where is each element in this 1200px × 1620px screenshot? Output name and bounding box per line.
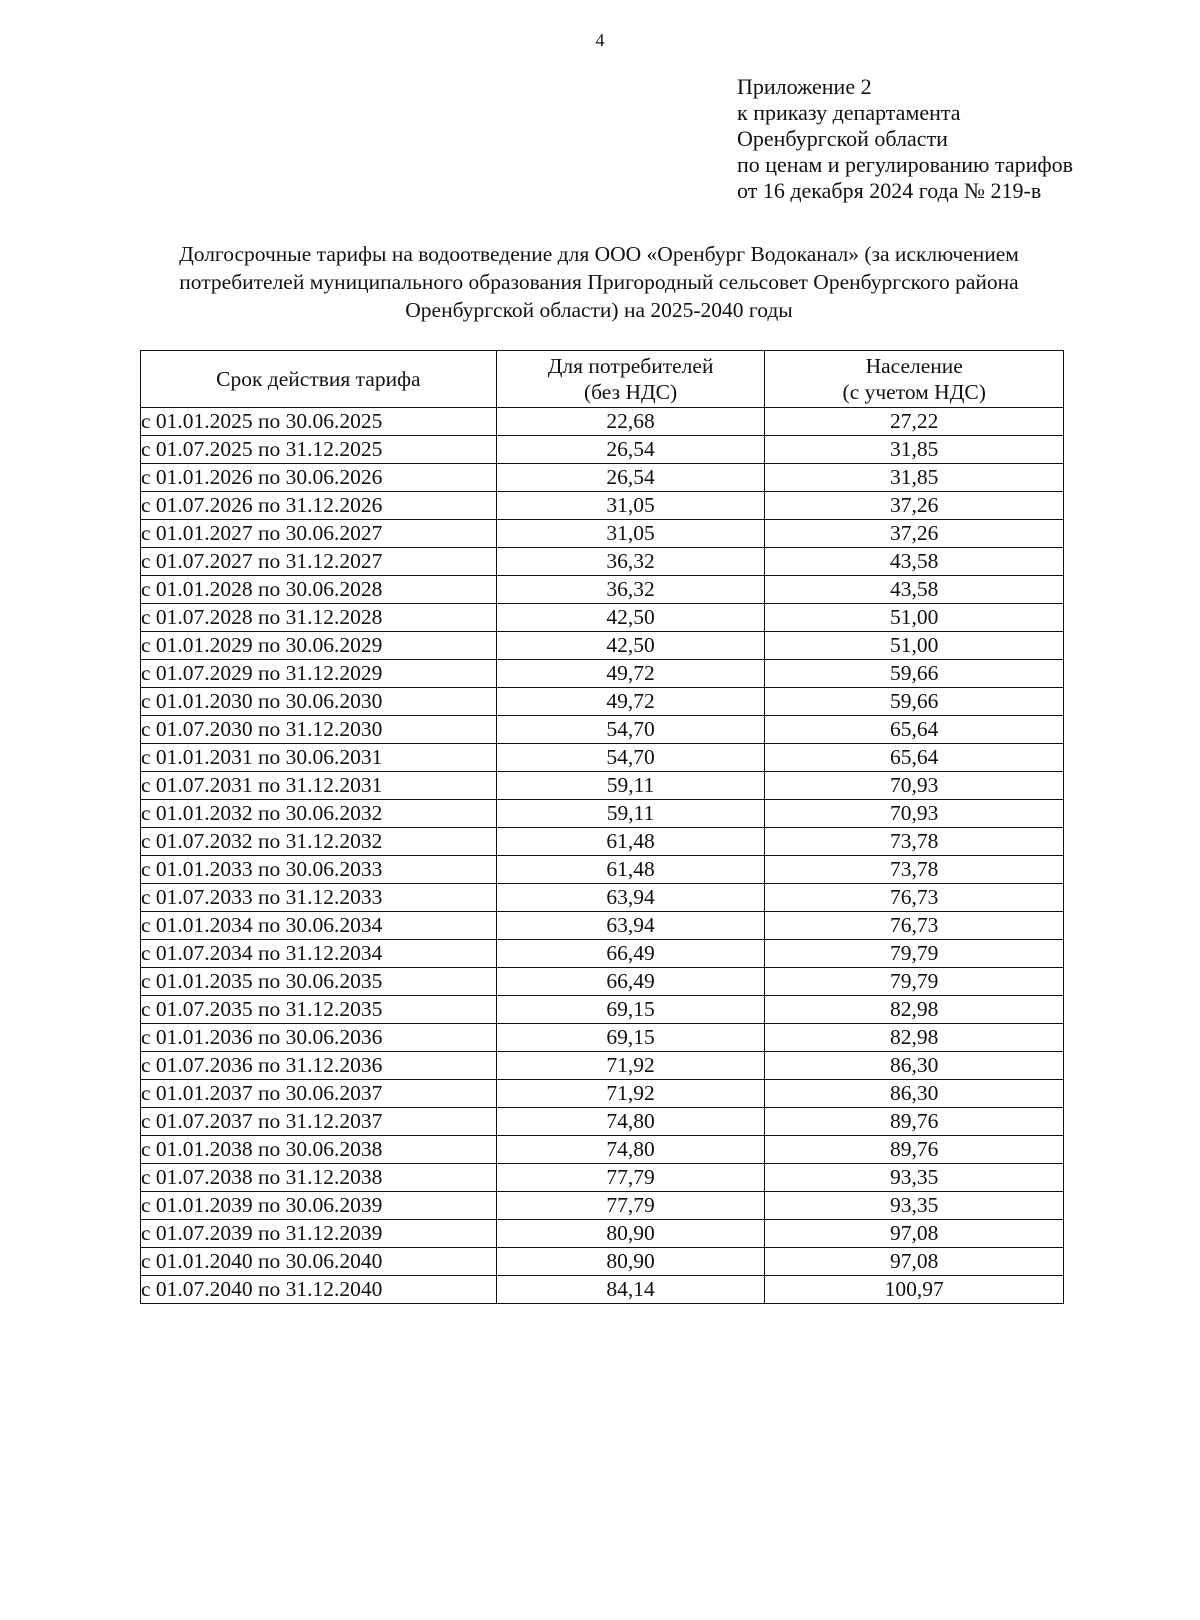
- table-row: [141, 1276, 1064, 1304]
- header-consumers-line: (без НДС): [583, 380, 678, 404]
- table-row: [141, 1024, 1064, 1052]
- period-cell: с 01.07.2027 по 31.12.2027: [141, 548, 497, 576]
- population-cell: 65,64: [765, 716, 1064, 744]
- period-cell: с 01.01.2035 по 30.06.2035: [141, 968, 497, 996]
- consumers-cell: 77,79: [496, 1164, 765, 1192]
- table-row: [141, 548, 1064, 576]
- tariff-table: [140, 350, 1064, 1304]
- consumers-cell: 59,11: [496, 800, 765, 828]
- consumers-cell: 80,90: [496, 1220, 765, 1248]
- population-cell: 86,30: [765, 1052, 1064, 1080]
- population-cell: 93,35: [765, 1192, 1064, 1220]
- annex-line: Оренбургской области: [737, 126, 948, 151]
- table-row: [141, 1164, 1064, 1192]
- period-cell: с 01.07.2032 по 31.12.2032: [141, 828, 497, 856]
- table-row: [141, 576, 1064, 604]
- population-cell: 70,93: [765, 772, 1064, 800]
- consumers-cell: 61,48: [496, 828, 765, 856]
- consumers-cell: 77,79: [496, 1192, 765, 1220]
- consumers-cell: 49,72: [496, 660, 765, 688]
- consumers-cell: 31,05: [496, 492, 765, 520]
- consumers-cell: 71,92: [496, 1080, 765, 1108]
- table-row: [141, 800, 1064, 828]
- header-consumers-line: Для потребителей: [547, 354, 714, 378]
- period-cell: с 01.01.2027 по 30.06.2027: [141, 520, 497, 548]
- population-cell: 37,26: [765, 492, 1064, 520]
- title-line: потребителей муниципального образования Пригородный сельсовет Оренбургского района: [179, 270, 1019, 294]
- table-row: [141, 688, 1064, 716]
- population-cell: 27,22: [765, 408, 1064, 436]
- population-cell: 37,26: [765, 520, 1064, 548]
- population-cell: 86,30: [765, 1080, 1064, 1108]
- document-title: [128, 240, 1070, 324]
- population-cell: 82,98: [765, 996, 1064, 1024]
- consumers-cell: 84,14: [496, 1276, 765, 1304]
- table-row: [141, 408, 1064, 436]
- header-population-line: (с учетом НДС): [842, 380, 986, 404]
- period-cell: с 01.07.2036 по 31.12.2036: [141, 1052, 497, 1080]
- table-row: [141, 1192, 1064, 1220]
- consumers-cell: 54,70: [496, 744, 765, 772]
- period-cell: с 01.01.2033 по 30.06.2033: [141, 856, 497, 884]
- period-cell: с 01.01.2036 по 30.06.2036: [141, 1024, 497, 1052]
- table-row: [141, 436, 1064, 464]
- consumers-cell: 74,80: [496, 1136, 765, 1164]
- consumers-cell: 63,94: [496, 884, 765, 912]
- title-line: Оренбургской области) на 2025-2040 годы: [405, 298, 793, 322]
- page-number: 4: [595, 30, 605, 50]
- population-cell: 73,78: [765, 828, 1064, 856]
- population-cell: 43,58: [765, 576, 1064, 604]
- annex-line: Приложение 2: [737, 74, 872, 99]
- consumers-cell: 49,72: [496, 688, 765, 716]
- consumers-cell: 63,94: [496, 912, 765, 940]
- population-cell: 82,98: [765, 1024, 1064, 1052]
- consumers-cell: 59,11: [496, 772, 765, 800]
- consumers-cell: 26,54: [496, 464, 765, 492]
- period-cell: с 01.07.2039 по 31.12.2039: [141, 1220, 497, 1248]
- population-cell: 97,08: [765, 1248, 1064, 1276]
- table-row: [141, 716, 1064, 744]
- period-cell: с 01.07.2029 по 31.12.2029: [141, 660, 497, 688]
- table-row: [141, 912, 1064, 940]
- table-row: [141, 632, 1064, 660]
- population-cell: 51,00: [765, 632, 1064, 660]
- table-row: [141, 1080, 1064, 1108]
- period-cell: с 01.01.2034 по 30.06.2034: [141, 912, 497, 940]
- table-row: [141, 520, 1064, 548]
- consumers-cell: 42,50: [496, 604, 765, 632]
- table-row: [141, 968, 1064, 996]
- annex-line: к приказу департамента: [737, 100, 961, 125]
- table-row: [141, 856, 1064, 884]
- period-cell: с 01.01.2028 по 30.06.2028: [141, 576, 497, 604]
- period-cell: с 01.01.2030 по 30.06.2030: [141, 688, 497, 716]
- table-row: [141, 464, 1064, 492]
- table-row: [141, 492, 1064, 520]
- period-cell: с 01.01.2037 по 30.06.2037: [141, 1080, 497, 1108]
- period-cell: с 01.07.2030 по 31.12.2030: [141, 716, 497, 744]
- table-row: [141, 1108, 1064, 1136]
- period-cell: с 01.07.2028 по 31.12.2028: [141, 604, 497, 632]
- consumers-cell: 61,48: [496, 856, 765, 884]
- consumers-cell: 80,90: [496, 1248, 765, 1276]
- table-row: [141, 1136, 1064, 1164]
- table-row: [141, 1248, 1064, 1276]
- population-cell: 79,79: [765, 968, 1064, 996]
- header-population-line: Население: [865, 354, 963, 378]
- consumers-cell: 36,32: [496, 548, 765, 576]
- header-population: [765, 351, 1064, 408]
- consumers-cell: 69,15: [496, 1024, 765, 1052]
- population-cell: 100,97: [765, 1276, 1064, 1304]
- table-row: [141, 744, 1064, 772]
- header-consumers: [496, 351, 765, 408]
- period-cell: с 01.01.2031 по 30.06.2031: [141, 744, 497, 772]
- period-cell: с 01.01.2039 по 30.06.2039: [141, 1192, 497, 1220]
- header-period-label: Срок действия тарифа: [216, 367, 421, 391]
- population-cell: 31,85: [765, 464, 1064, 492]
- table-row: [141, 604, 1064, 632]
- consumers-cell: 74,80: [496, 1108, 765, 1136]
- consumers-cell: 66,49: [496, 940, 765, 968]
- consumers-cell: 31,05: [496, 520, 765, 548]
- table-header-row: [141, 351, 1064, 408]
- period-cell: с 01.01.2029 по 30.06.2029: [141, 632, 497, 660]
- consumers-cell: 66,49: [496, 968, 765, 996]
- header-period: [141, 351, 497, 408]
- period-cell: с 01.01.2032 по 30.06.2032: [141, 800, 497, 828]
- period-cell: с 01.07.2040 по 31.12.2040: [141, 1276, 497, 1304]
- table-row: [141, 660, 1064, 688]
- consumers-cell: 26,54: [496, 436, 765, 464]
- population-cell: 76,73: [765, 884, 1064, 912]
- annex-line: по ценам и регулированию тарифов: [737, 152, 1074, 177]
- period-cell: с 01.01.2026 по 30.06.2026: [141, 464, 497, 492]
- consumers-cell: 36,32: [496, 576, 765, 604]
- period-cell: с 01.07.2033 по 31.12.2033: [141, 884, 497, 912]
- period-cell: с 01.07.2038 по 31.12.2038: [141, 1164, 497, 1192]
- population-cell: 59,66: [765, 688, 1064, 716]
- table-row: [141, 884, 1064, 912]
- period-cell: с 01.07.2025 по 31.12.2025: [141, 436, 497, 464]
- consumers-cell: 69,15: [496, 996, 765, 1024]
- consumers-cell: 42,50: [496, 632, 765, 660]
- period-cell: с 01.01.2038 по 30.06.2038: [141, 1136, 497, 1164]
- table-row: [141, 1052, 1064, 1080]
- annex-block: [737, 74, 1073, 204]
- population-cell: 65,64: [765, 744, 1064, 772]
- consumers-cell: 22,68: [496, 408, 765, 436]
- population-cell: 93,35: [765, 1164, 1064, 1192]
- population-cell: 89,76: [765, 1108, 1064, 1136]
- period-cell: с 01.01.2040 по 30.06.2040: [141, 1248, 497, 1276]
- period-cell: с 01.07.2034 по 31.12.2034: [141, 940, 497, 968]
- annex-line: от 16 декабря 2024 года № 219-в: [737, 178, 1042, 203]
- period-cell: с 01.07.2035 по 31.12.2035: [141, 996, 497, 1024]
- population-cell: 51,00: [765, 604, 1064, 632]
- population-cell: 97,08: [765, 1220, 1064, 1248]
- population-cell: 70,93: [765, 800, 1064, 828]
- consumers-cell: 54,70: [496, 716, 765, 744]
- table-row: [141, 996, 1064, 1024]
- population-cell: 59,66: [765, 660, 1064, 688]
- period-cell: с 01.07.2026 по 31.12.2026: [141, 492, 497, 520]
- population-cell: 79,79: [765, 940, 1064, 968]
- population-cell: 43,58: [765, 548, 1064, 576]
- population-cell: 76,73: [765, 912, 1064, 940]
- population-cell: 73,78: [765, 856, 1064, 884]
- table-row: [141, 828, 1064, 856]
- period-cell: с 01.07.2031 по 31.12.2031: [141, 772, 497, 800]
- table-row: [141, 1220, 1064, 1248]
- title-line: Долгосрочные тарифы на водоотведение для ООО «Оренбург Водоканал» (за исключением: [179, 242, 1019, 266]
- table-row: [141, 772, 1064, 800]
- population-cell: 31,85: [765, 436, 1064, 464]
- population-cell: 89,76: [765, 1136, 1064, 1164]
- table-row: [141, 940, 1064, 968]
- period-cell: с 01.01.2025 по 30.06.2025: [141, 408, 497, 436]
- tariff-table-body: [141, 408, 1064, 1304]
- period-cell: с 01.07.2037 по 31.12.2037: [141, 1108, 497, 1136]
- consumers-cell: 71,92: [496, 1052, 765, 1080]
